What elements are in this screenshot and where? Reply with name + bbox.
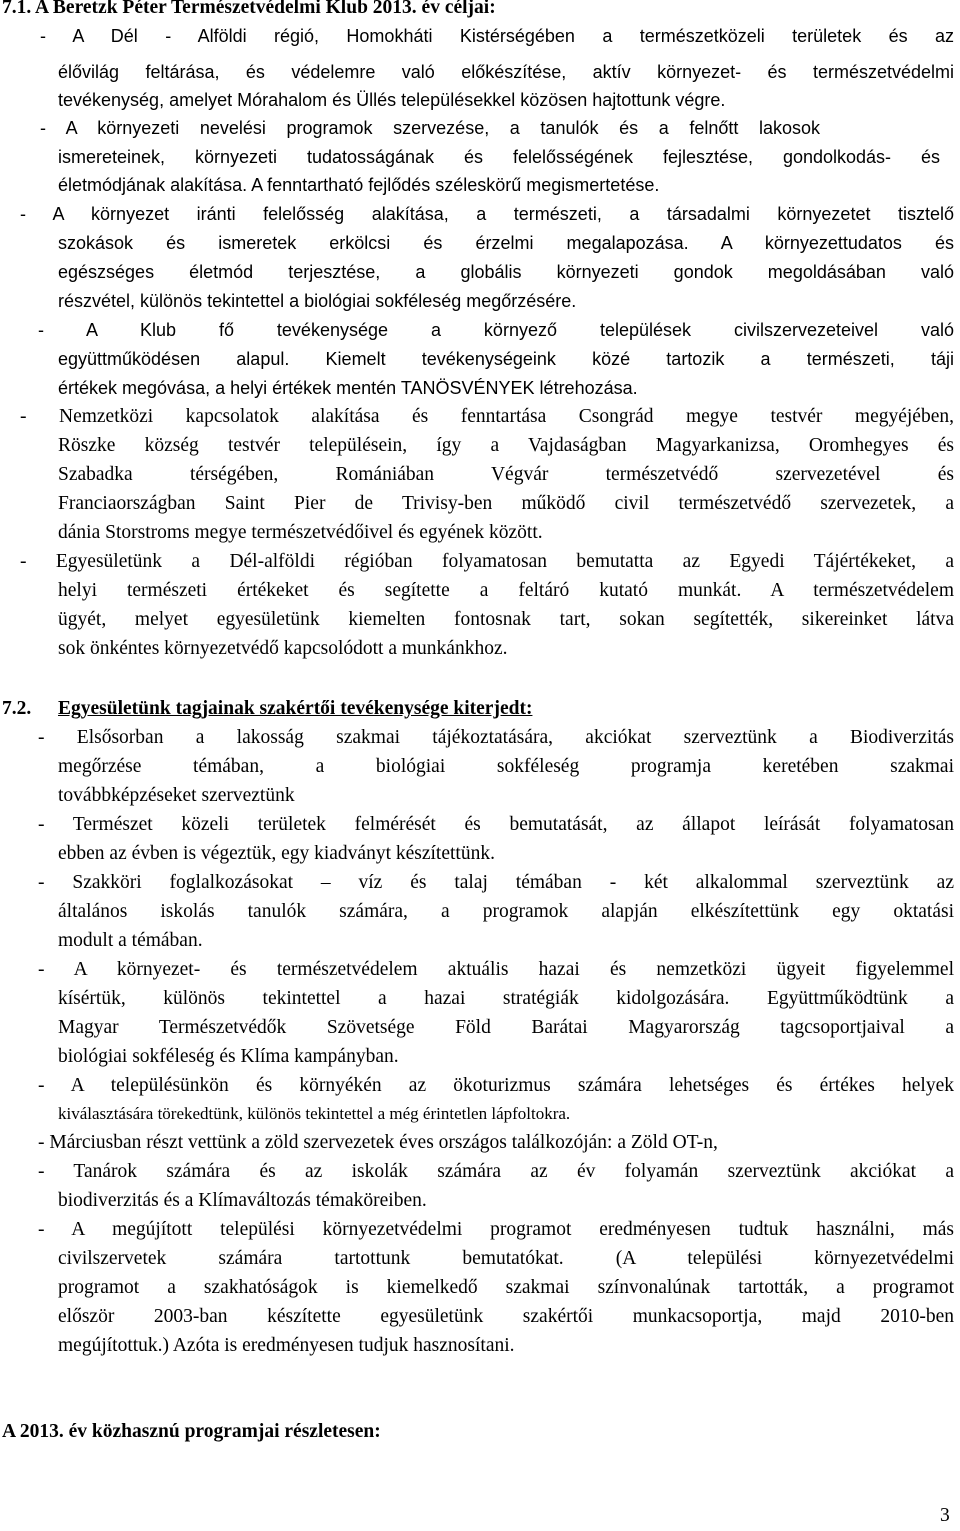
section2-number: 7.2. (2, 698, 32, 719)
section1-line: - Egyesületünk a Dél-alföldi régióban folyamatosan bemutatta az Egyedi Tájértékeket, a (20, 551, 954, 572)
section2-line: - Márciusban részt vettünk a zöld szervezetek éves országos találkozóján: a Zöld OT-n, (38, 1132, 718, 1153)
section1-line: egészséges életmód terjesztése, a globális környezeti gondok megoldásában való (58, 262, 954, 282)
section1-line: együttműködésen alapul. Kiemelt tevékenységeink közé tartozik a természeti, táji (58, 349, 954, 369)
section2-line: - A környezet- és természetvédelem aktuális hazai és nemzetközi ügyeit figyelemmel (38, 959, 954, 980)
section1-line: - Nemzetközi kapcsolatok alakítása és fenntartása Csongrád megye testvér megyéjében, (20, 406, 954, 427)
section1-line: helyi természeti értékeket és segítette a feltáró kutató munkát. A természetvédelem (58, 580, 954, 601)
section1-line: élővilág feltárása, és védelemre való előkészítése, aktív környezet- és természetvédelmi (58, 62, 954, 82)
section1-line: tevékenység, amelyet Mórahalom és Üllés településekkel közösen hajtottunk végre. (58, 90, 726, 110)
section2-line: - Tanárok számára és az iskolák számára az év folyamán szerveztünk akciókat a (38, 1161, 954, 1182)
section1-line: - A környezeti nevelési programok szervezése, a tanulók és a felnőtt lakosok (40, 118, 820, 138)
section2-line: Magyar Természetvédők Szövetsége Föld Barátai Magyarország tagcsoportjaival a (58, 1017, 954, 1038)
section2-line: ebben az évben is végeztük, egy kiadványt készítettünk. (58, 843, 495, 864)
section1-line: dánia Storstroms megye természetvédőivel és egyének között. (58, 522, 543, 543)
section1-heading: 7.1. A Beretzk Péter Természetvédelmi Klub 2013. év céljai: (2, 0, 496, 18)
section2-line: - A településünkön és környékén az ökoturizmus számára lehetséges és értékes helyek (38, 1075, 954, 1096)
section1-line: sok önkéntes környezetvédő kapcsolódott a munkánkhoz. (58, 638, 508, 659)
section1-line: - A Dél - Alföldi régió, Homokháti Kistérségében a természetközeli területek és az (40, 26, 954, 46)
section2-line: kiválasztására törekedtünk, különös tekintettel a még érintetlen lápfoltokra. (58, 1104, 571, 1123)
section1-line: Szabadka térségében, Romániában Végvár természetvédő szervezetével és (58, 464, 954, 485)
section2-line: megőrzése témában, a biológiai sokféleség programja keretében szakmai (58, 756, 954, 777)
section1-line: Röszke község testvér településein, így a Vajdaságban Magyarkanizsa, Oromhegyes és (58, 435, 954, 456)
section2-heading: Egyesületünk tagjainak szakértői tevékenysége kiterjedt: (58, 698, 533, 719)
section2-line: - Szakköri foglalkozásokat – víz és talaj témában - két alkalommal szerveztünk az (38, 872, 954, 893)
section1-line: ügyét, melyet egyesületünk kiemelten fontosnak tart, sokan segítették, sikereinket látva (58, 609, 954, 630)
section2-line: biológiai sokféleség és Klíma kampányban. (58, 1046, 399, 1067)
section1-line: részvétel, különös tekintettel a biológiai sokféleség megőrzésére. (58, 291, 577, 311)
section1-line: Franciaországban Saint Pier de Trivisy-ben működő civil természetvédő szervezetek, a (58, 493, 954, 514)
section2-line: általános iskolás tanulók számára, a programok alapján elkészítettünk egy oktatási (58, 901, 954, 922)
section3-heading: A 2013. év közhasznú programjai részletesen: (2, 1421, 381, 1442)
section2-line: - Elsősorban a lakosság szakmai tájékoztatására, akciókat szerveztünk a Biodiverzitás (38, 727, 954, 748)
section1-line: - A Klub fő tevékenysége a környező települések civilszervezeteivel való (38, 320, 954, 340)
section1-line: életmódjának alakítása. A fenntartható fejlődés széleskörű megismertetése. (58, 175, 660, 195)
section2-line: biodiverzitás és a Klímaváltozás témaköreiben. (58, 1190, 427, 1211)
section1-line: - A környezet iránti felelősség alakítása, a természeti, a társadalmi környezetet tisztelő (20, 204, 954, 224)
section1-line: szokások és ismeretek erkölcsi és érzelmi megalapozása. A környezettudatos és (58, 233, 954, 253)
section2-line: továbbképzéseket szerveztünk (58, 785, 295, 806)
section1-line: ismereteinek, környezeti tudatosságának és felelősségének fejlesztése, gondolkodás- és (58, 147, 940, 167)
section1-line: értékek megóvása, a helyi értékek mentén TANÖSVÉNYEK létrehozása. (58, 378, 638, 398)
section2-line: civilszervetek számára tartottunk bemutatókat. (A települési környezetvédelmi (58, 1248, 954, 1269)
section2-line: megújítottuk.) Azóta is eredményesen tudjuk hasznosítani. (58, 1335, 515, 1356)
section2-line: - Természet közeli területek felmérését és bemutatását, az állapot leírását folyamatosan (38, 814, 954, 835)
section2-line: programot a szakhatóságok is kiemelkedő szakmai színvonalúnak tartották, a programot (58, 1277, 954, 1298)
section2-line: először 2003-ban készítette egyesületünk szakértői munkacsoportja, majd 2010-ben (58, 1306, 954, 1327)
section2-line: modult a témában. (58, 930, 203, 951)
section2-line: kísértük, különös tekintettel a hazai stratégiák kidolgozására. Együttműködtünk a (58, 988, 954, 1009)
page-number: 3 (940, 1505, 950, 1526)
section2-line: - A megújított települési környezetvédelmi programot eredményesen tudtuk használni, más (38, 1219, 954, 1240)
